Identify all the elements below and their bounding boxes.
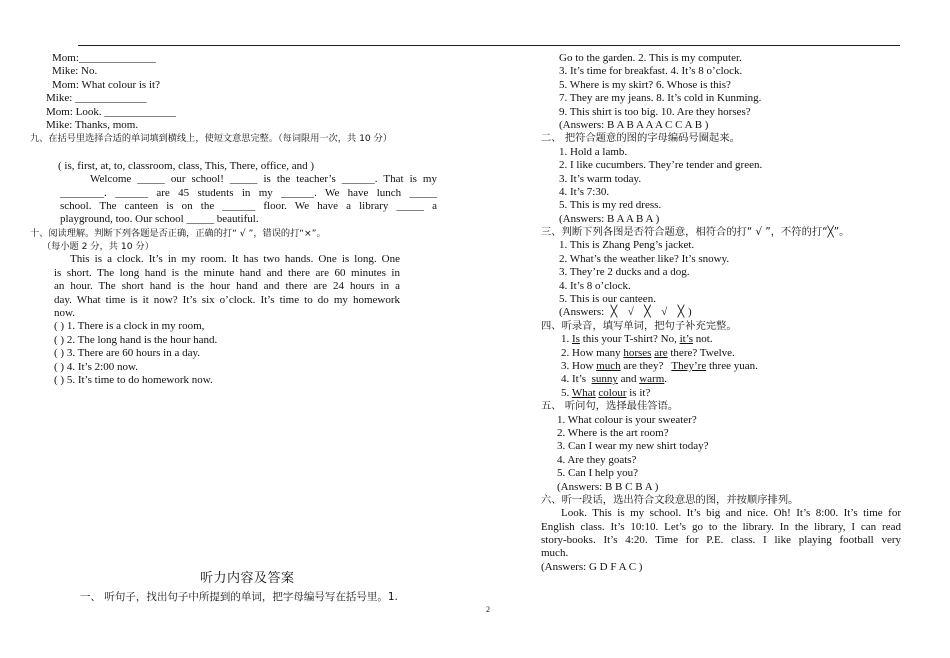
cross-mark: ╳ bbox=[677, 306, 685, 319]
s4-item: 5. What colour is it? bbox=[561, 386, 651, 399]
cross-mark: ╳ bbox=[610, 306, 618, 319]
section-4-heading: 四、听录音，填写单词，把句子补充完整。 bbox=[541, 319, 737, 332]
section-9-heading: 九、在括号里选择合适的单词填到横线上，使短文意思完整。（每词限用一次，共 10 分） bbox=[30, 133, 393, 145]
s6-line: much. bbox=[541, 547, 569, 560]
dialog-line: Mike: Thanks, mom. bbox=[46, 118, 139, 131]
check-mark: √ bbox=[627, 306, 634, 319]
s3-item: 1. This is Zhang Peng’s jacket. bbox=[559, 239, 695, 252]
reading-line: is short. The long hand is the minute hand and there are 60 minutes in bbox=[54, 266, 400, 279]
judge-item: ( ) 1. There is a clock in my room, bbox=[54, 320, 205, 333]
s2-item: 3. It’s warm today. bbox=[559, 172, 642, 185]
judge-item: ( ) 2. The long hand is the hour hand. bbox=[54, 333, 218, 346]
s4-item: 2. How many horses are there? Twelve. bbox=[561, 346, 735, 359]
s3-answers-label: (Answers: bbox=[559, 306, 605, 319]
section-6-heading: 六、听一段话，选出符合文段意思的图，并按顺序排列。 bbox=[541, 493, 799, 506]
section-10-heading: 十、阅读理解。判断下列各题是否正确，正确的打“ √ ”，错误的打“×”。 bbox=[30, 227, 326, 239]
s5-item: 2. Where is the art room? bbox=[557, 426, 669, 439]
listening-title: 听力内容及答案 bbox=[200, 571, 295, 586]
right-column bbox=[541, 52, 901, 574]
s2-item: 4. It’s 7:30. bbox=[559, 185, 610, 198]
answer-word: are bbox=[654, 346, 668, 359]
s3-item: 3. They’re 2 ducks and a dog. bbox=[559, 266, 690, 279]
s2-item: 2. I like cucumbers. They’re tender and green. bbox=[559, 159, 763, 172]
section-1-heading: 一、 听句子，找出句子中所提到的单词，把字母编号写在括号里。1. bbox=[80, 591, 398, 603]
s1-line: Go to the garden. 2. This is my computer. bbox=[559, 52, 742, 64]
dialog-line: Mom: What colour is it? bbox=[52, 78, 160, 91]
s6-line: story-books. It’s 4:20. Time for P.E. class. I like playing football very bbox=[541, 534, 901, 547]
s5-item: 5. Can I help you? bbox=[557, 467, 638, 480]
answer-word: horses bbox=[623, 346, 652, 359]
dialog-line: Mike: _____________ bbox=[46, 92, 147, 105]
answer-word: Is bbox=[572, 333, 580, 346]
section-10-subheading: （每小题 2 分，共 10 分） bbox=[42, 241, 154, 253]
dialog-line: Mom:______________ bbox=[52, 52, 156, 64]
s3-answers bbox=[541, 306, 901, 319]
check-mark: √ bbox=[661, 306, 668, 319]
section-2-heading: 二、 把符合题意的图的字母编码号圈起来。 bbox=[541, 132, 740, 145]
dialog-line: Mike: No. bbox=[52, 65, 98, 78]
s2-item: 1. Hold a lamb. bbox=[559, 145, 628, 158]
header-rule bbox=[78, 45, 900, 46]
judge-item: ( ) 4. It’s 2:00 now. bbox=[54, 360, 138, 373]
judge-item: ( ) 5. It’s time to do homework now. bbox=[54, 373, 213, 386]
passage-line: playground, too. Our school _____ beautiful. bbox=[60, 213, 259, 226]
s6-answers: (Answers: G D F A C ) bbox=[541, 560, 643, 573]
page-number: 2 bbox=[486, 605, 490, 614]
s3-item: 2. What’s the weather like? It’s snowy. bbox=[559, 252, 730, 265]
answer-word: much bbox=[596, 359, 621, 372]
passage-line: school. The canteen is on the ______ floor. We have a library _____ a bbox=[60, 199, 437, 212]
answer-word: colour bbox=[598, 386, 627, 399]
s6-line: Look. This is my school. It’s big and nice. Oh! It’s 8:00. It’s time for bbox=[561, 507, 901, 520]
reading-line: now. bbox=[54, 307, 75, 320]
judge-item: ( ) 3. There are 60 hours in a day. bbox=[54, 347, 201, 360]
s1-line: 5. Where is my skirt? 6. Whose is this? bbox=[559, 78, 731, 91]
answer-word: it’s bbox=[679, 333, 694, 346]
dialog-line: Mom: Look. _____________ bbox=[46, 105, 176, 118]
s1-line: 7. They are my jeans. 8. It’s cold in Kunming. bbox=[559, 92, 762, 105]
section-3-heading: 三、判断下列各图是否符合题意，相符合的打“ √ ”，不符的打“╳”。 bbox=[541, 226, 850, 239]
s5-item: 4. Are they goats? bbox=[557, 453, 637, 466]
reading-line: day. What time is it now? It’s six o’clock. It’s time to do my homework bbox=[54, 293, 400, 306]
s1-line: 9. This shirt is too big. 10. Are they horses? bbox=[559, 105, 751, 118]
s1-answers: (Answers: B A B A A A C C A B ) bbox=[559, 118, 709, 131]
s6-line: English class. It’s 10:10. Let’s go to the library. In the library, I can read bbox=[541, 520, 901, 533]
s4-item: 3. How much are they? They’re three yuan. bbox=[561, 359, 758, 372]
passage-line: Welcome _____ our school! _____ is the teacher’s ______. That is my bbox=[90, 173, 437, 186]
reading-line: This is a clock. It’s in my room. It has two hands. One is long. One bbox=[70, 253, 400, 266]
s5-answers: (Answers: B B C B A ) bbox=[557, 480, 659, 493]
reading-line: an hour. The short hand is the hour hand and there are 24 hours in a bbox=[54, 280, 400, 293]
answer-word: warm bbox=[639, 373, 665, 386]
answer-word: They’re bbox=[671, 359, 707, 372]
passage-line: ________. ______ are 45 students in my ______. We have lunch _____ bbox=[60, 186, 437, 199]
word-bank: ( is, first, at, to, classroom, class, This, There, office, and ) bbox=[58, 159, 314, 172]
s5-item: 3. Can I wear my new shirt today? bbox=[557, 440, 709, 453]
s3-item: 5. This is our canteen. bbox=[559, 293, 656, 306]
section-5-heading: 五、 听问句，选择最佳答语。 bbox=[541, 400, 679, 413]
s4-item: 4. It’s sunny and warm. bbox=[561, 373, 668, 386]
cross-mark: ╳ bbox=[644, 306, 651, 319]
s1-line: 3. It’s time for breakfast. 4. It’s 8 o’clock. bbox=[559, 65, 743, 78]
answer-word: sunny bbox=[591, 373, 618, 386]
s4-item: 1. Is this your T-shirt? No, it’s not. bbox=[561, 333, 713, 346]
s2-answers: (Answers: B A A B A ) bbox=[559, 212, 660, 225]
left-column bbox=[30, 52, 438, 387]
answer-word: What bbox=[571, 386, 596, 399]
s3-item: 4. It’s 8 o’clock. bbox=[559, 279, 631, 292]
s2-item: 5. This is my red dress. bbox=[559, 199, 662, 212]
s5-item: 1. What colour is your sweater? bbox=[557, 413, 697, 426]
s3-answers-close: ) bbox=[687, 306, 692, 319]
